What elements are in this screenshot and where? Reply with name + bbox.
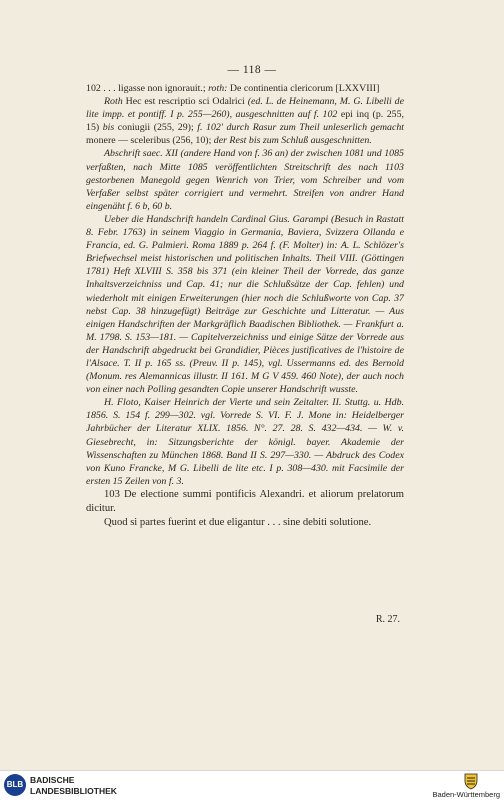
paragraph	[86, 95, 404, 147]
paragraph	[86, 516, 404, 530]
text-run: Quod si partes fuerint et due eligantur . . . sine debiti solutione.	[104, 516, 372, 528]
library-name[interactable]	[30, 775, 190, 796]
text-run: monere — sceleribus (256, 10);	[86, 135, 214, 147]
page-text	[86, 82, 404, 530]
paragraph	[86, 147, 404, 212]
library-logo[interactable]: BLB	[4, 774, 26, 796]
paragraph	[86, 488, 404, 516]
text-run: epi inq (p. 255, 15)	[86, 109, 404, 134]
paragraph	[86, 82, 404, 95]
text-run: bis	[102, 122, 115, 134]
page-number: — 118 —	[227, 64, 277, 76]
state-name: Baden-Württemberg	[432, 790, 500, 799]
paragraph	[86, 213, 404, 396]
paragraph	[86, 396, 404, 488]
text-run: coniugii (255, 29);	[114, 122, 198, 134]
text-run: Abschrift saec. XII (andere Hand von f. 36 an) der zwischen 1081 und 1085 verfaßten, nach Mitte 1085 veröffentlichten Streitschrift des nach 1103 gestorbenen Manegold gegen Wenrich von Trier, vom Schreiber und vom Verfaßer selbst später corrigiert und vermehrt. Streifen von andrer Hand eingenäht f. 6 b, 60 b.	[86, 148, 404, 212]
text-run: Hec est rescriptio sci Odalrici	[122, 96, 248, 108]
text-run: Roth	[104, 96, 123, 108]
library-name-line1: BADISCHE	[30, 775, 75, 785]
text-run: f. 102' durch Rasur zum Theil unleserlich gemacht	[197, 122, 405, 134]
text-run: Ueber die Handschrift handeln Cardinal Gius. Garampi (Besuch in Rastatt 8. Febr. 1763) in seinem Viaggio in Germania, Baviera, Svizzera Ollanda e Francia, ed. G. Palmieri. Roma 1889 p. 264 f. (F. Molter) in: A. L. Schlözer's Briefwechsel meist historischen und politischen Inhalts. Theil VIII. (Göttingen 1781) Heft XLVIII S. 358 bis 371 (ein kleiner Theil der Vorrede, das ganze Inhaltsverzeichniss und Cap. 41; nur die Schlußsätze der Cap. fehlen) und wiederholt mit einigen Erweiterungen (hier noch die Schlußworte von Cap. 37 nebst Cap. 38 hinzugefügt) Beiträge zur Geschichte und Litteratur. — Aus einigen Handschriften der Markgräflich Baadischen Bibliothek. — Frankfurt a. M. 1798. S. 153—181. — Capitelverzeichniss und einige Sätze der Vorrede aus der Handschrift abgedruckt bei Grandidier, Pièces justificatives de l'histoire de l'Alsace. T. II p. 165 ss. (Preuv. II p. 145), vgl. Ussermanns ed. des Bernold (Monum. res Alemannicas illustr. II 161. M G V 459. 460 Note), der auch noch von einer nach Polling gesandten Copie unserer Handschrift wusste.	[86, 213, 404, 396]
library-name-line2: LANDESBIBLIOTHEK	[30, 785, 117, 796]
text-run: (ed. L. de Heinemann, M. G. Libelli de lite impp. et pontiff. I p. 255—260), ausgeschnitten auf f. 102	[86, 96, 404, 121]
state-crest-icon	[462, 772, 480, 790]
text-run: der Rest bis zum Schluß ausgeschnitten.	[213, 135, 372, 147]
text-run: De continentia clericorum [LXXVIII]	[227, 83, 380, 94]
text-run: H. Floto, Kaiser Heinrich der Vierte und sein Zeitalter. II. Stuttg. u. Hdb. 1856. S. 154 f. 299—302. vgl. Vorrede S. VI. F. J. Mone in: Heidelberger Jahrbücher der Literatur XLIX. 1856. N°. 27. 28. S. 432—434. — W. v. Giesebrecht, in: Sitzungsberichte der königl. bayer. Akademie der Wissenschaften zu München 1868. Band II S. 297—330. — Abdruck des Codex von Kuno Francke, M G. Libelli de lite etc. I p. 308—430. mit Facsimile der ersten 15 Zeilen von f. 3.	[86, 397, 404, 487]
text-run: 103 De electione summi pontificis Alexandri. et aliorum prelatorum dicitur.	[86, 488, 404, 514]
signature-mark: R. 27.	[375, 614, 400, 625]
text-run: 102 . . . ligasse non ignorauit.;	[86, 83, 209, 94]
text-run: roth:	[208, 83, 228, 94]
